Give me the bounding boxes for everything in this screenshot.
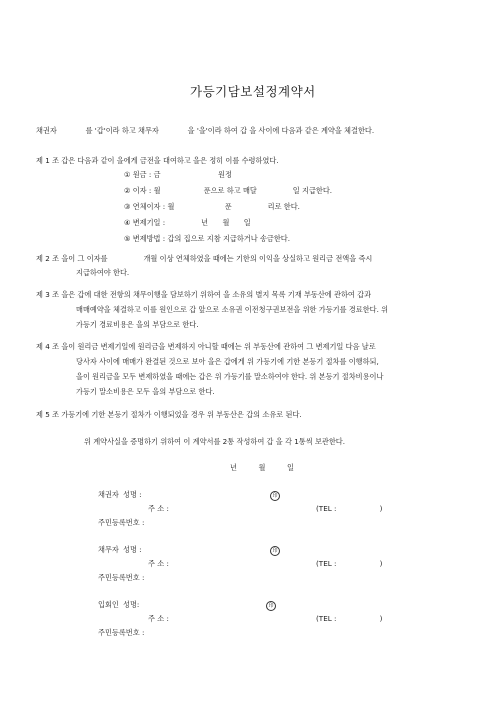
tel-field: (TEL : ) <box>316 614 383 623</box>
article-2-line: 제 2 조 을이 그 이자를 개월 이상 연체하였을 때에는 기한의 이익을 상실하고 원리금 전액을 즉시 <box>36 254 373 263</box>
seal-mark: 印 <box>270 491 280 501</box>
article-2-line: 지급하여야 한다. <box>76 268 130 277</box>
address-label: 주 소 : <box>148 559 169 568</box>
party-role: 채무자 <box>98 545 119 554</box>
article-1-item: ③ 연체이자 : 월 푼 리로 한다. <box>124 202 300 211</box>
article-1-item: ⑤ 변제방법 : 갑의 집으로 지참 지급하거나 송금한다. <box>124 234 291 243</box>
article-4-line: 제 4 조 을이 원리금 변제기일에 원리금을 변제하지 아니할 때에는 위 부동산에 관하여 그 변제기일 다음 날로 <box>36 342 376 351</box>
id-number-label: 주민등록번호 : <box>98 628 145 637</box>
article-4-line: 가등기 말소비용은 모두 을의 부담으로 한다. <box>76 387 215 396</box>
article-1-head: 제 1 조 갑은 다음과 같이 을에게 금전을 대여하고 을은 정히 이를 수령하였다. <box>36 156 279 165</box>
contract-date: 년 월 일 <box>230 463 294 472</box>
document-title: 가등기담보설정계약서 <box>190 84 316 99</box>
article-1-item: ① 원금 : 금 원정 <box>124 170 232 179</box>
article-3-line: 매매예약을 체결하고 이를 원인으로 갑 앞으로 소유권 이전청구권보전을 위한 가등기를 경료한다. 위 <box>76 305 389 314</box>
seal-mark: 印 <box>266 601 276 611</box>
closing-statement: 위 계약사실을 증명하기 위하여 이 계약서를 2통 작성하여 갑 을 각 1통씩 보관한다. <box>84 437 346 446</box>
article-3-line: 가등기 경료비용은 을의 부담으로 한다. <box>76 320 199 329</box>
intro-paragraph: 채권자 를 '갑'이라 하고 채무자 을 '을'이라 하여 갑 을 사이에 다음과 같은 계약을 체결한다. <box>36 126 375 135</box>
article-3-line: 제 3 조 을은 갑에 대한 전항의 채무이행을 담보하기 위하여 을 소유의 별지 목록 기재 부동산에 관하여 갑과 <box>36 290 372 299</box>
article-1-item: ④ 변제기일 : 년 월 일 <box>124 218 251 227</box>
article-1-item: ② 이자 : 월 푼으로 하고 매달 일 지급한다. <box>124 186 333 195</box>
id-number-label: 주민등록번호 : <box>98 573 145 582</box>
address-label: 주 소 : <box>148 504 169 513</box>
party-role: 채권자 <box>98 490 119 499</box>
tel-field: (TEL : ) <box>316 559 383 568</box>
name-label: 성명 : <box>123 545 142 554</box>
party-role: 입회인 <box>98 600 119 609</box>
tel-field: (TEL : ) <box>316 504 383 513</box>
article-5: 제 5 조 가등기에 기한 본등기 절차가 이행되었을 경우 위 부동산은 갑의 소유로 된다. <box>36 410 302 419</box>
article-4-line: 당사자 사이에 매매가 완결된 것으로 보아 을은 갑에게 위 가등기에 기한 본등기 절차를 이행하되, <box>76 357 379 366</box>
name-label: 성명: <box>123 600 140 609</box>
name-label: 성명 : <box>123 490 142 499</box>
article-4-line: 을이 원리금을 모두 변제하였을 때에는 갑은 위 가등기를 말소하여야 한다. 위 본등기 절차비용이나 <box>76 372 384 381</box>
id-number-label: 주민등록번호 : <box>98 518 145 527</box>
seal-mark: 印 <box>270 546 280 556</box>
address-label: 주 소 : <box>148 614 169 623</box>
